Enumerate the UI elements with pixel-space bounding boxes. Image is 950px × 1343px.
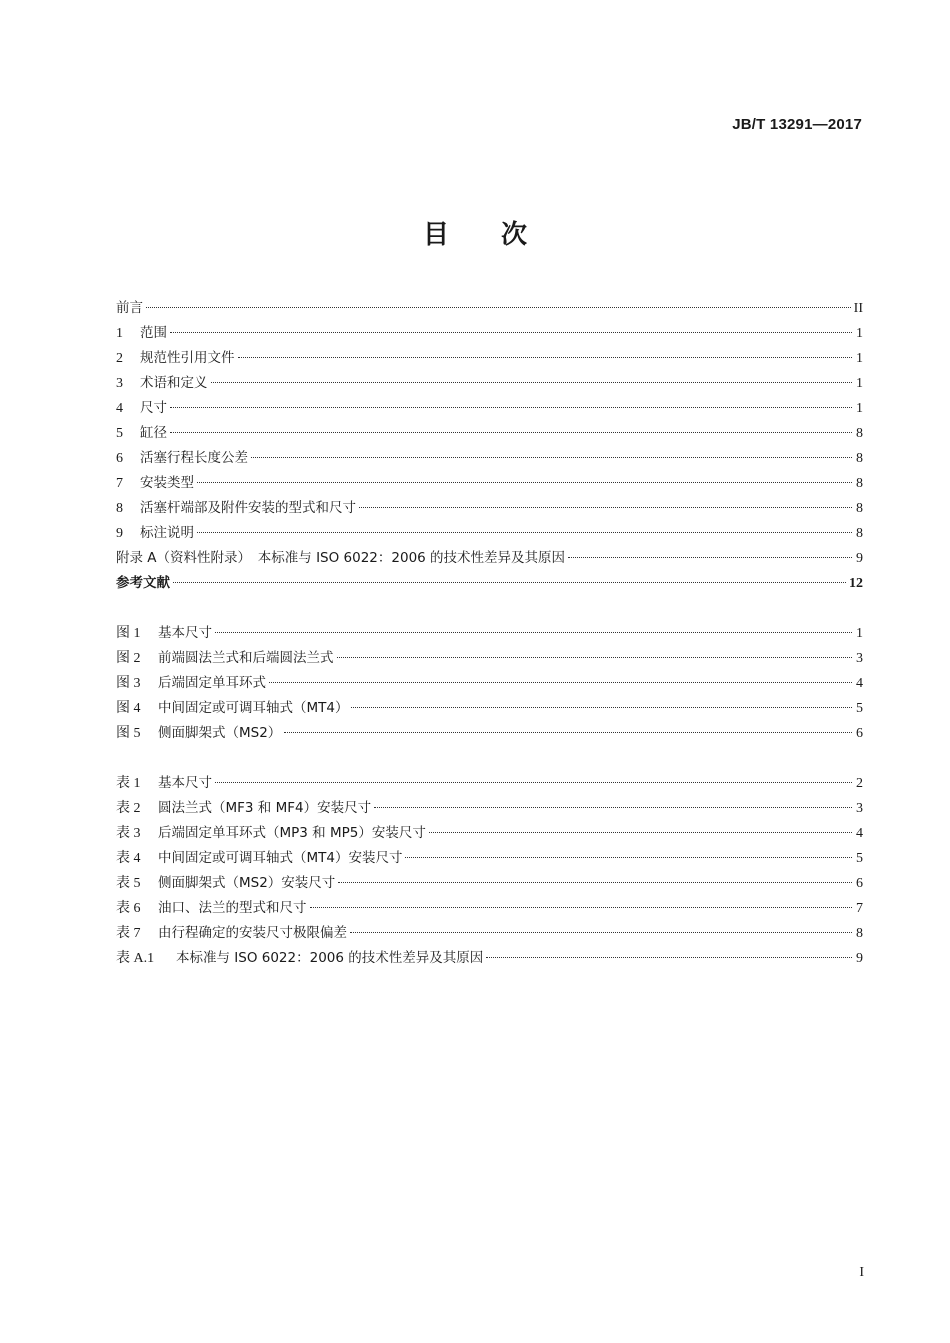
toc-entry-page: 1	[856, 401, 863, 416]
dot-leader	[251, 457, 852, 458]
toc-entry-number: 6	[116, 451, 123, 466]
dot-leader	[173, 582, 846, 583]
table-number: 表 4	[116, 851, 141, 866]
toc-entry[interactable]	[116, 371, 863, 396]
dot-leader	[350, 932, 852, 933]
dot-leader	[284, 732, 852, 733]
toc-entry[interactable]	[116, 496, 863, 521]
toc-entry-label: 附录 A（资料性附录） 本标准与 ISO 6022：2006 的技术性差异及其原因	[116, 550, 566, 566]
dot-leader	[170, 432, 852, 433]
toc-entry-appendix[interactable]	[116, 546, 863, 571]
toc-figure-entry[interactable]	[116, 696, 863, 721]
table-label: 中间固定或可调耳轴式（MT4）安装尺寸	[158, 850, 403, 866]
toc-entry-page: 8	[856, 426, 863, 441]
toc-entry-references[interactable]	[116, 571, 863, 596]
table-page: 5	[856, 851, 863, 866]
toc-table-entry[interactable]	[116, 821, 863, 846]
figure-page: 6	[856, 726, 863, 741]
dot-leader	[568, 557, 852, 558]
toc-table-entry[interactable]	[116, 796, 863, 821]
toc-table-entry[interactable]	[116, 846, 863, 871]
page-title: 目次	[422, 220, 579, 250]
toc-entry-page: 12	[849, 576, 863, 591]
dot-leader	[269, 682, 852, 683]
dot-leader	[486, 957, 852, 958]
table-number: 表 7	[116, 926, 141, 941]
dot-leader	[170, 332, 852, 333]
table-page: 3	[856, 801, 863, 816]
toc-entry[interactable]	[116, 471, 863, 496]
toc-entry-label: 缸径	[140, 425, 167, 441]
dot-leader	[338, 882, 852, 883]
figure-number: 图 3	[116, 676, 141, 691]
toc-tables	[116, 771, 863, 971]
dot-leader	[211, 382, 853, 383]
figure-page: 3	[856, 651, 863, 666]
table-page: 6	[856, 876, 863, 891]
toc-entry-page: 8	[856, 451, 863, 466]
toc-entry[interactable]	[116, 521, 863, 546]
table-label: 侧面脚架式（MS2）安装尺寸	[158, 875, 336, 891]
table-number: 表 6	[116, 901, 141, 916]
page-folio: I	[859, 1265, 864, 1280]
dot-leader	[170, 407, 852, 408]
toc-entry-page: 1	[856, 351, 863, 366]
toc-entry[interactable]	[116, 446, 863, 471]
toc-entry-number: 5	[116, 426, 123, 441]
dot-leader	[310, 907, 853, 908]
toc-entry-label: 安装类型	[140, 475, 194, 491]
dot-leader	[238, 357, 853, 358]
toc-table-entry[interactable]	[116, 871, 863, 896]
toc-entry-number: 9	[116, 526, 123, 541]
figure-number: 图 2	[116, 651, 141, 666]
toc-entry-label: 参考文献	[116, 575, 170, 591]
dot-leader	[197, 532, 852, 533]
toc-entry-page: 1	[856, 326, 863, 341]
table-page: 9	[856, 951, 863, 966]
toc-table-entry[interactable]	[116, 921, 863, 946]
table-number: 表 2	[116, 801, 141, 816]
toc-entry-label: 活塞杆端部及附件安装的型式和尺寸	[140, 500, 356, 516]
dot-leader	[374, 807, 852, 808]
table-label: 由行程确定的安装尺寸极限偏差	[158, 925, 347, 941]
toc-entry-page: 9	[856, 551, 863, 566]
toc-entry-number: 7	[116, 476, 123, 491]
dot-leader	[405, 857, 852, 858]
toc-sections	[116, 296, 863, 596]
toc-table-entry[interactable]	[116, 771, 863, 796]
figure-page: 4	[856, 676, 863, 691]
table-of-contents	[116, 296, 863, 971]
toc-table-entry[interactable]	[116, 896, 863, 921]
figure-label: 中间固定或可调耳轴式（MT4）	[158, 700, 349, 716]
figure-label: 前端圆法兰式和后端圆法兰式	[158, 650, 334, 666]
toc-entry[interactable]	[116, 321, 863, 346]
figure-page: 1	[856, 626, 863, 641]
dot-leader	[215, 782, 852, 783]
toc-entry-page: 8	[856, 526, 863, 541]
toc-entry-label: 术语和定义	[140, 375, 208, 391]
figure-label: 基本尺寸	[158, 625, 212, 641]
toc-figure-entry[interactable]	[116, 646, 863, 671]
dot-leader	[197, 482, 852, 483]
toc-figure-entry[interactable]	[116, 671, 863, 696]
toc-entry-number: 8	[116, 501, 123, 516]
toc-entry[interactable]	[116, 396, 863, 421]
toc-table-entry[interactable]	[116, 946, 863, 971]
dot-leader	[215, 632, 852, 633]
toc-entry-label: 标注说明	[140, 525, 194, 541]
toc-entry-label: 前言	[116, 300, 143, 316]
toc-entry-label: 尺寸	[140, 400, 167, 416]
toc-figure-entry[interactable]	[116, 621, 863, 646]
toc-entry[interactable]	[116, 421, 863, 446]
toc-figure-entry[interactable]	[116, 721, 863, 746]
toc-entry-number: 3	[116, 376, 123, 391]
toc-figures	[116, 621, 863, 746]
toc-entry-page: II	[853, 301, 863, 316]
dot-leader	[429, 832, 852, 833]
dot-leader	[146, 307, 851, 308]
figure-number: 图 5	[116, 726, 141, 741]
dot-leader	[337, 657, 853, 658]
toc-entry-label: 规范性引用文件	[140, 350, 235, 366]
toc-entry-label: 范围	[140, 325, 167, 341]
table-label: 基本尺寸	[158, 775, 212, 791]
table-page: 4	[856, 826, 863, 841]
table-number: 表 A.1	[116, 951, 155, 966]
figure-number: 图 4	[116, 701, 141, 716]
standard-code: JB/T 13291—2017	[732, 116, 862, 133]
toc-entry-number: 1	[116, 326, 123, 341]
table-page: 7	[856, 901, 863, 916]
figure-label: 侧面脚架式（MS2）	[158, 725, 282, 741]
figure-label: 后端固定单耳环式	[158, 675, 266, 691]
toc-entry-page: 8	[856, 476, 863, 491]
table-page: 2	[856, 776, 863, 791]
table-number: 表 3	[116, 826, 141, 841]
figure-page: 5	[856, 701, 863, 716]
toc-entry-label: 活塞行程长度公差	[140, 450, 248, 466]
table-number: 表 5	[116, 876, 141, 891]
figure-number: 图 1	[116, 626, 141, 641]
table-label: 本标准与 ISO 6022：2006 的技术性差异及其原因	[176, 950, 484, 966]
dot-leader	[351, 707, 852, 708]
dot-leader	[359, 507, 852, 508]
toc-entry[interactable]	[116, 346, 863, 371]
toc-entry-number: 2	[116, 351, 123, 366]
toc-entry[interactable]	[116, 296, 863, 321]
table-label: 圆法兰式（MF3 和 MF4）安装尺寸	[158, 800, 372, 816]
table-page: 8	[856, 926, 863, 941]
toc-entry-page: 1	[856, 376, 863, 391]
table-label: 后端固定单耳环式（MP3 和 MP5）安装尺寸	[158, 825, 426, 841]
table-number: 表 1	[116, 776, 141, 791]
toc-entry-number: 4	[116, 401, 123, 416]
toc-entry-page: 8	[856, 501, 863, 516]
table-label: 油口、法兰的型式和尺寸	[158, 900, 307, 916]
